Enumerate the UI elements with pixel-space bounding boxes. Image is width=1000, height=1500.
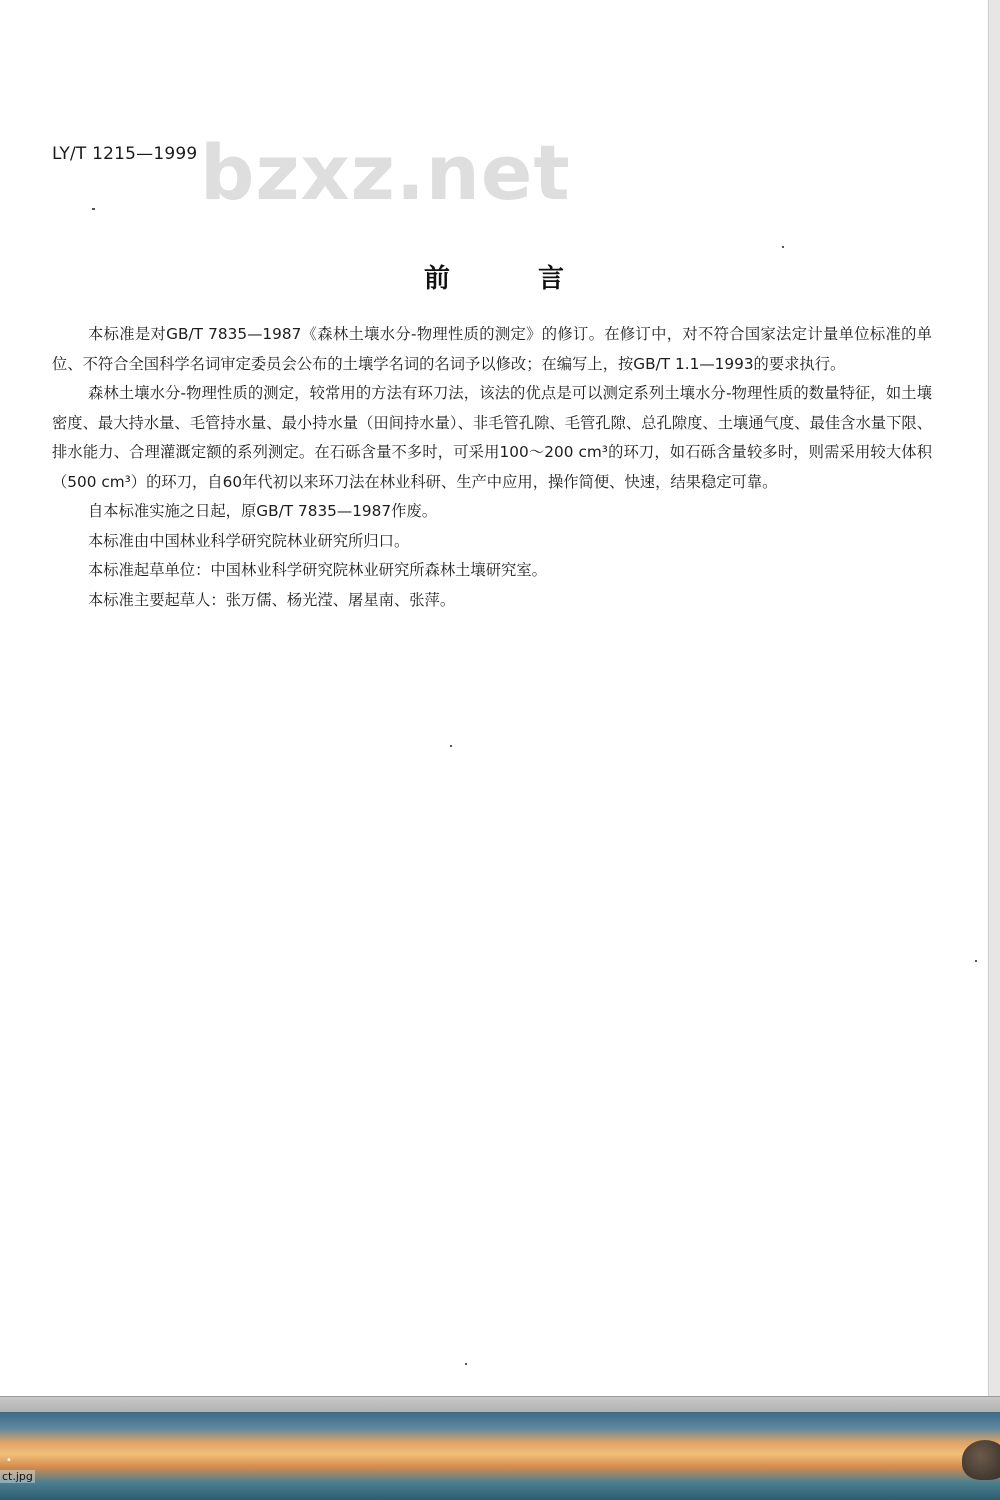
- wallpaper-rock: [962, 1440, 1000, 1480]
- paragraph-supersede: 自本标准实施之日起，原GB/T 7835—1987作废。: [88, 502, 438, 520]
- paragraph-revision: 本标准是对GB/T 7835—1987《森林土壤水分-物理性质的测定》的修订。在修订中，对不符合国家法定计量单位标准的单位、不符合全国科学名词审定委员会公布的土壤学名词的名词予以修改；在编写上，按GB/T 1.1—1993的要求执行。: [52, 325, 932, 373]
- title-char-2: 言: [538, 264, 565, 294]
- page-title: [0, 258, 988, 295]
- paragraph-drafting-unit: 本标准起草单位：中国林业科学研究院林业研究所森林土壤研究室。: [88, 561, 547, 579]
- scan-speck: [465, 1363, 467, 1365]
- page-scroll-edge[interactable]: [988, 0, 1000, 1396]
- window-bottom-bar: [0, 1396, 1000, 1413]
- desktop-file-label[interactable]: ct.jpg: [2, 1470, 33, 1483]
- scan-speck: [450, 745, 452, 747]
- scan-speck: [975, 960, 977, 962]
- standard-code: LY/T 1215—1999: [52, 144, 198, 164]
- title-char-1: 前: [423, 264, 450, 294]
- paragraph-method: 森林土壤水分-物理性质的测定，较常用的方法有环刀法，该法的优点是可以测定系列土壤水分-物理性质的数量特征，如土壤密度、最大持水量、毛管持水量、最小持水量（田间持水量）、非毛管孔隙、毛管孔隙、总孔隙度、土壤通气度、最佳含水量下限、排水能力、合理灌溉定额的系列测定。在石砾含量不多时，可采用100～200 cm³的环刀，如石砾含量较多时，则需采用较大体积（500 cm³）的环刀，自60年代初以来环刀法在林业科研、生产中应用，操作简便、快速，结果稳定可靠。: [52, 384, 932, 491]
- paragraph-centralized: 本标准由中国林业科学研究院林业研究所归口。: [88, 531, 410, 550]
- desktop-wallpaper: [0, 1412, 1000, 1500]
- watermark: bzxz.net: [200, 128, 571, 217]
- scan-speck: [92, 208, 95, 210]
- foreword-body: [52, 320, 932, 615]
- paragraph-drafters: 本标准主要起草人：张万儒、杨光滢、屠星南、张萍。: [88, 590, 456, 609]
- file-marker-icon: •: [6, 1455, 12, 1466]
- scan-speck: [782, 246, 784, 248]
- desktop-strip: [0, 1396, 1000, 1500]
